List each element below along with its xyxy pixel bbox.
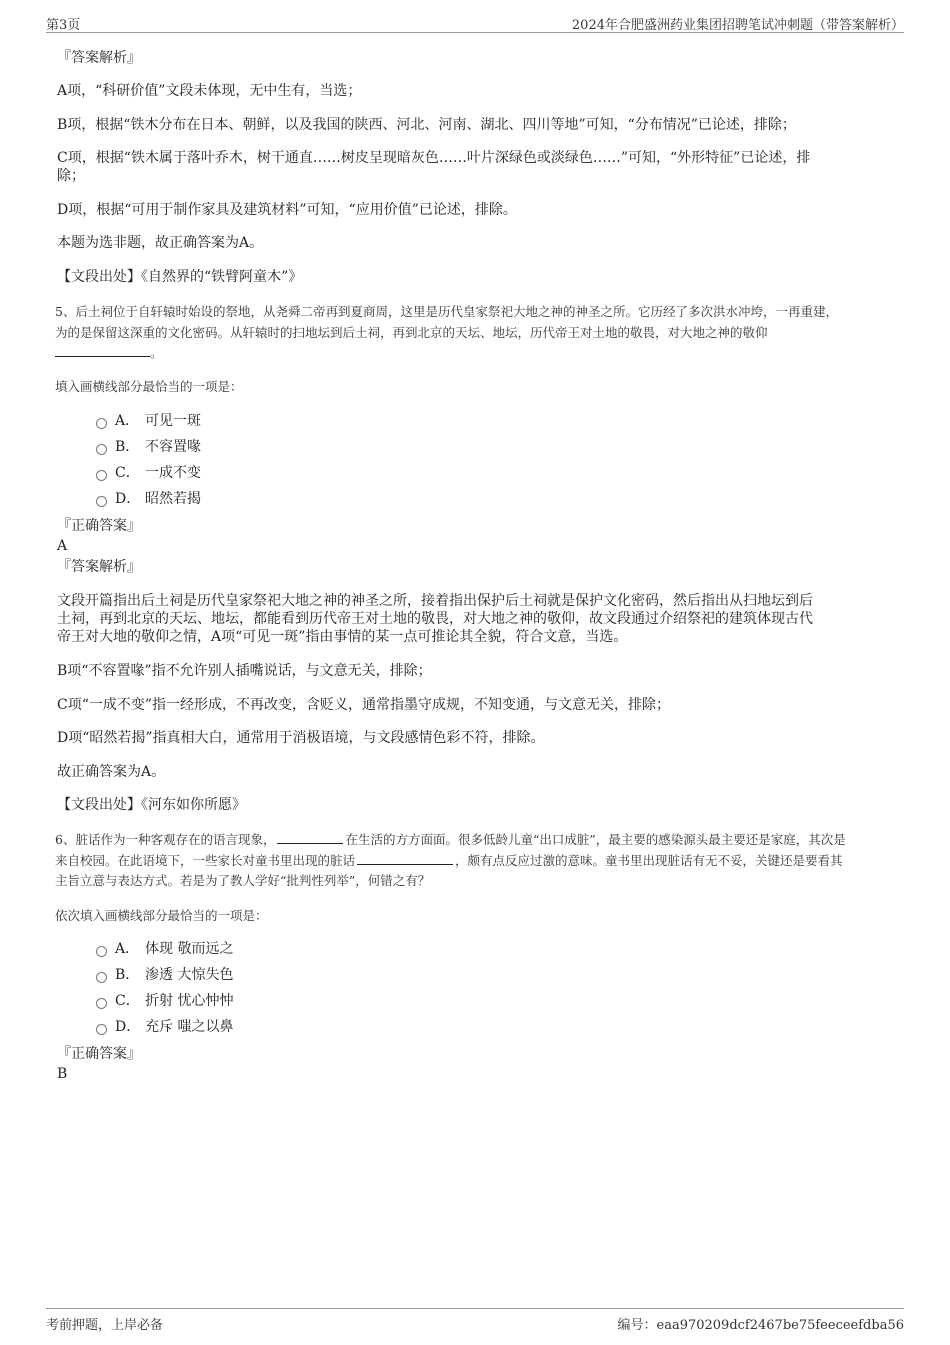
fill-blank bbox=[277, 831, 343, 844]
answer-heading: 『正确答案』 bbox=[57, 518, 141, 534]
analysis-line: 文段开篇指出后土祠是历代皇家祭祀大地之神的神圣之所，接着指出保护后土祠就是保护文化密码，然后指出从扫地坛到后 bbox=[57, 593, 813, 609]
footer-divider bbox=[46, 1308, 904, 1309]
analysis-conclusion: 本题为选非题，故正确答案为A。 bbox=[57, 235, 264, 251]
page-number: 第3页 bbox=[46, 18, 81, 33]
question-stem-line: 来自校园。在此语境下，一些家长对童书里出现的脏话 ，颇有点反应过激的意味。童书里出现脏话有无不妥，关键还是要看其 bbox=[55, 852, 843, 868]
analysis-line: C项“一成不变”指一经形成，不再改变，含贬义，通常指墨守成规，不知变通，与文意无关，排除； bbox=[57, 697, 671, 713]
radio-icon[interactable] bbox=[96, 496, 107, 507]
radio-icon[interactable] bbox=[96, 470, 107, 481]
analysis-line: C项，根据“铁木属于落叶乔木，树干通直……树皮呈现暗灰色……叶片深绿色或淡绿色……”可知，“外形特征”已论述，排 bbox=[57, 150, 811, 166]
analysis-heading: 『答案解析』 bbox=[57, 559, 141, 575]
question-6-stem bbox=[55, 830, 895, 892]
option-b[interactable]: B． 不容置喙 bbox=[96, 438, 201, 456]
header-divider bbox=[46, 32, 904, 33]
answer-heading: 『正确答案』 bbox=[57, 1046, 141, 1062]
option-d[interactable]: D． 充斥 嗤之以鼻 bbox=[96, 1018, 233, 1036]
fill-blank bbox=[357, 852, 453, 865]
radio-icon[interactable] bbox=[96, 972, 107, 983]
analysis-line: A项，“科研价值”文段未体现，无中生有，当选； bbox=[57, 83, 362, 99]
question-stem-line: 5、后土祠位于自轩辕时始设的祭地，从尧舜二帝再到夏商周，这里是历代皇家祭祀大地之神的神圣之所。它历经了多次洪水冲垮，一再重建， bbox=[55, 304, 838, 319]
document-id: 编号：eaa970209dcf2467be75feeceefdba56 bbox=[617, 1318, 904, 1333]
question-5-stem bbox=[55, 302, 895, 364]
document-title: 2024年合肥盛洲药业集团招聘笔试冲刺题（带答案解析） bbox=[571, 18, 904, 33]
option-a[interactable]: A． 体现 敬而远之 bbox=[96, 940, 233, 958]
analysis-line: B项，根据“铁木分布在日本、朝鲜，以及我国的陕西、河北、河南、湖北、四川等地”可知，“分布情况”已论述，排除； bbox=[57, 117, 796, 133]
question-stem-line: 主旨立意与表达方式。若是为了教人学好“批判性列举”，何错之有？ bbox=[55, 873, 431, 888]
question-stem-line: 6、脏话作为一种客观存在的语言现象， 在生活的方方面面。很多低龄儿童“出口成脏”，最主要的感染源头最主要还是家庭，其次是 bbox=[55, 832, 846, 847]
analysis-line: B项“不容置喙”指不允许别人插嘴说话，与文意无关，排除； bbox=[57, 663, 432, 679]
analysis-heading: 『答案解析』 bbox=[57, 50, 141, 66]
correct-answer: A bbox=[57, 538, 68, 554]
analysis-line: D项，根据“可用于制作家具及建筑材料”可知，“应用价值”已论述，排除。 bbox=[57, 202, 517, 218]
option-b[interactable]: B． 渗透 大惊失色 bbox=[96, 966, 233, 984]
analysis-line: 土祠，再到北京的天坛、地坛，都能看到历代帝王对土地的敬畏，对大地之神的敬仰，故文段通过介绍祭祀的建筑体现古代 bbox=[57, 611, 813, 627]
radio-icon[interactable] bbox=[96, 998, 107, 1009]
question-5-instruction: 填入画横线部分最恰当的一项是： bbox=[55, 379, 243, 394]
correct-answer: B bbox=[57, 1066, 68, 1082]
question-6-instruction: 依次填入画横线部分最恰当的一项是： bbox=[55, 908, 268, 923]
option-c[interactable]: C． 一成不变 bbox=[96, 464, 201, 482]
analysis-line: 除； bbox=[57, 168, 85, 184]
fill-blank bbox=[55, 344, 150, 357]
option-d[interactable]: D． 昭然若揭 bbox=[96, 490, 201, 508]
radio-icon[interactable] bbox=[96, 1024, 107, 1035]
question-stem-line: 。 bbox=[55, 343, 895, 364]
question-stem-line: 为的是保留这深重的文化密码。从轩辕时的扫地坛到后土祠，再到北京的天坛、地坛，历代帝王对土地的敬畏，对大地之神的敬仰 bbox=[55, 324, 768, 340]
analysis-line: 帝王对大地的敬仰之情，A项“可见一斑”指由事情的某一点可推论其全貌，符合文意，当选。 bbox=[57, 629, 628, 645]
source-citation: 【文段出处】《河东如你所愿》 bbox=[57, 797, 246, 813]
radio-icon[interactable] bbox=[96, 418, 107, 429]
radio-icon[interactable] bbox=[96, 444, 107, 455]
option-c[interactable]: C． 折射 忧心忡忡 bbox=[96, 992, 233, 1010]
source-citation: 【文段出处】《自然界的“铁臂阿童木”》 bbox=[57, 269, 303, 285]
footer-slogan: 考前押题，上岸必备 bbox=[46, 1318, 164, 1333]
option-a[interactable]: A． 可见一斑 bbox=[96, 412, 201, 430]
radio-icon[interactable] bbox=[96, 946, 107, 957]
analysis-conclusion: 故正确答案为A。 bbox=[57, 764, 166, 780]
analysis-line: D项“昭然若揭”指真相大白，通常用于消极语境，与文段感情色彩不符，排除。 bbox=[57, 730, 545, 746]
